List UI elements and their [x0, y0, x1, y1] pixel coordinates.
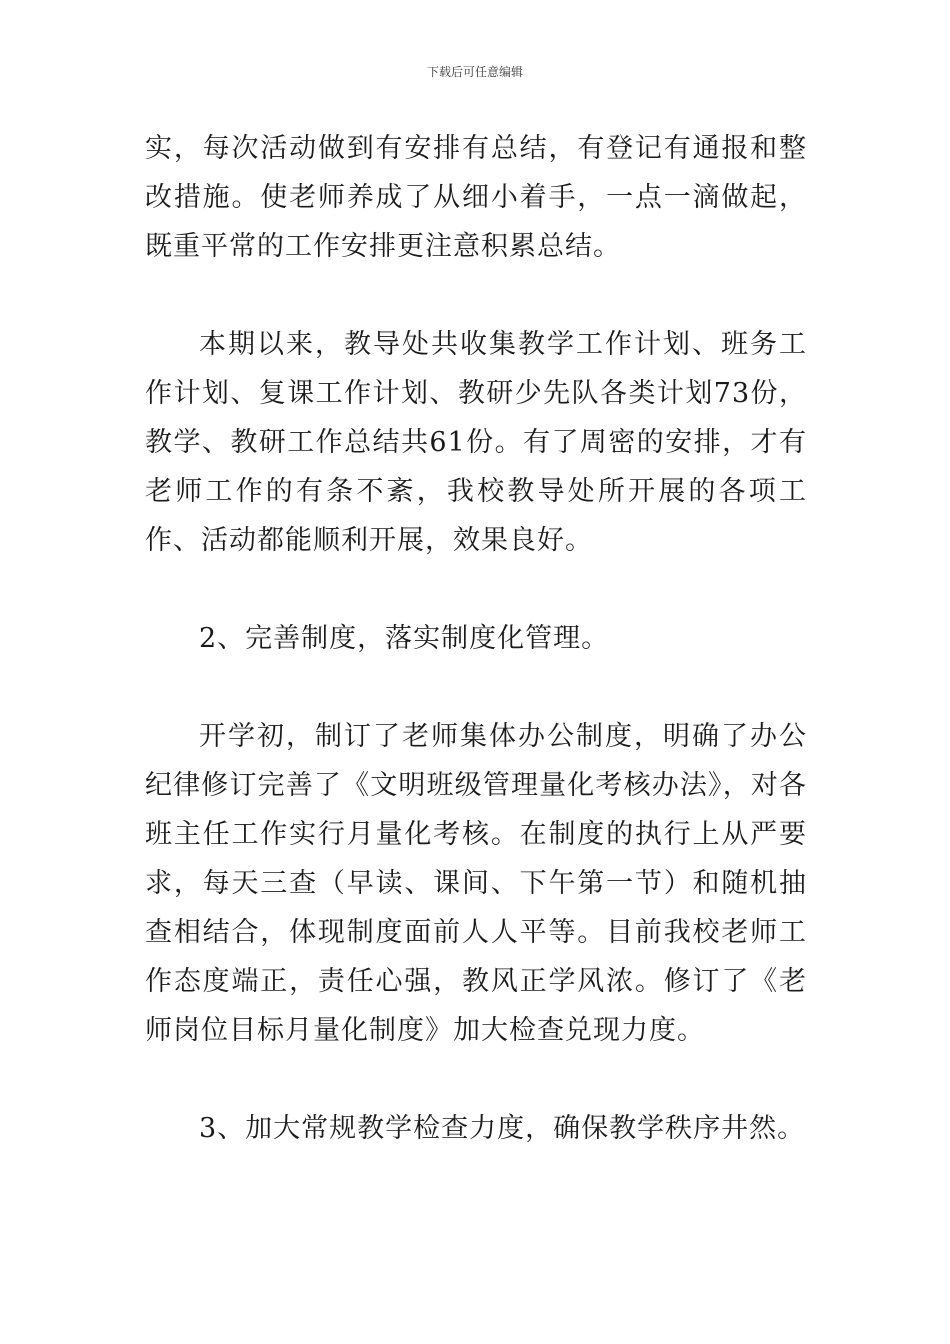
section-heading-3: 3、加大常规教学检查力度，确保教学秩序井然。: [199, 1113, 806, 1144]
paragraph-spacer: [145, 271, 807, 320]
paragraph-system-management: 开学初，制订了老师集体办公制度，明确了办公纪律修订完善了《文明班级管理量化考核办法》，对各班主任工作实行月量化考核。在制度的执行上从严要求，每天三查（早读、课间、下午第一节）和随机抽查相结合，体现制度面前人人平等。目前我校老师工作态度端正，责任心强，教风正学风浓。修订了《老师岗位目标月量化制度》加大检查兑现力度。: [145, 721, 807, 1046]
paragraph-continuation: 实，每次活动做到有安排有总结，有登记有通报和整改措施。使老师养成了从细小着手，一点一滴做起，既重平常的工作安排更注意积累总结。: [145, 133, 807, 262]
document-body: [145, 124, 807, 1153]
paragraph-spacer: [145, 663, 807, 712]
paragraph-spacer: [145, 1055, 807, 1104]
section-heading-2: 2、完善制度，落实制度化管理。: [199, 623, 610, 654]
page-header: 下载后可任意编辑: [426, 65, 523, 79]
paragraph-spacer: [145, 565, 807, 614]
paragraph-plans-summary: 本期以来，教导处共收集教学工作计划、班务工作计划、复课工作计划、教研少先队各类计划73份，教学、教研工作总结共61份。有了周密的安排，才有老师工作的有条不紊，我校教导处所开展的各项工作、活动都能顺利开展，效果良好。: [145, 329, 807, 556]
